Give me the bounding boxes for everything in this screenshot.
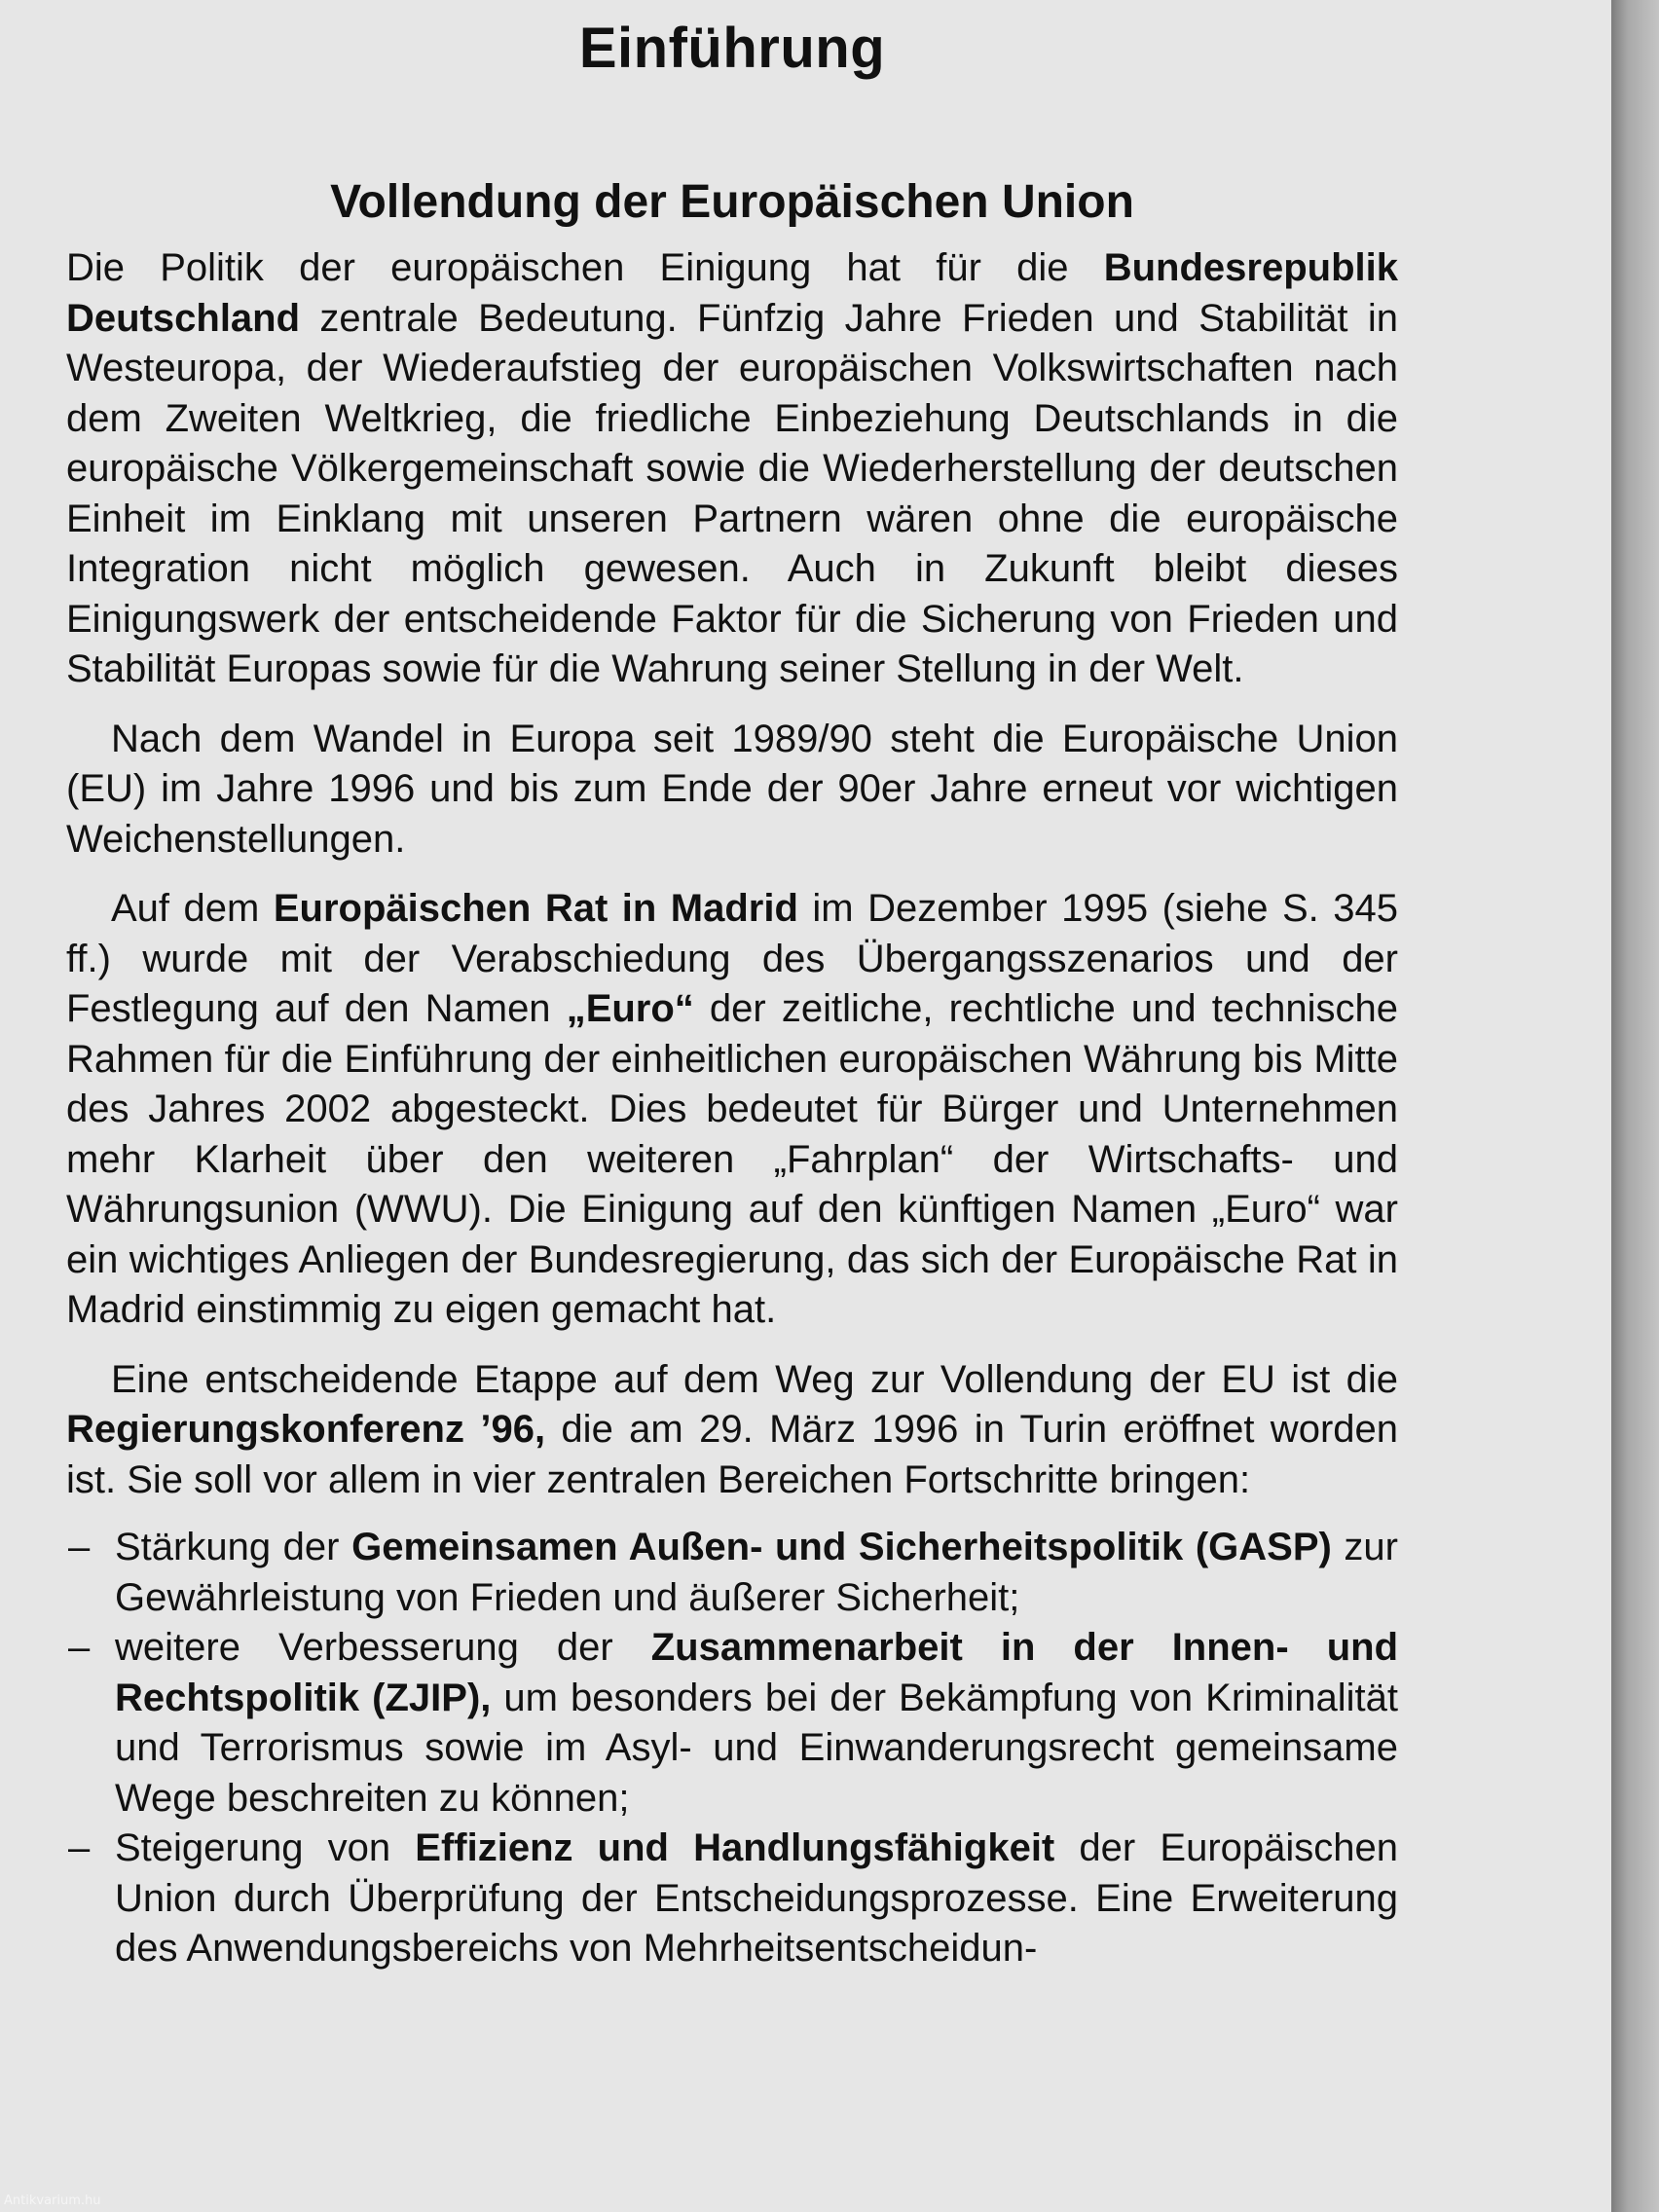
section-title: Vollendung der Europäischen Union [330, 176, 1134, 228]
page-content [66, 14, 1398, 1974]
paragraph-1: Die Politik der europäischen Einigung hat für die Bundesrepublik Deutschland zentrale Bedeutung. Fünfzig Jahre Frieden und Stabilität in Westeuropa, der Wiederaufstieg der europäischen Volkswirtschaften nach dem Zweiten Weltkrieg, die friedliche Einbeziehung Deutschlands in die europäische Völkergemeinschaft sowie die Wiederherstellung der deutschen Einheit im Einklang mit unseren Partnern wären ohne die europäische Integration nicht möglich gewesen. Auch in Zukunft bleibt dieses Einigungswerk der entscheidende Faktor für die Sicherung von Frieden und Stabilität Europas sowie für die Wahrung seiner Stellung in der Welt. [66, 246, 1398, 690]
book-edge-shadow [1611, 0, 1659, 2212]
dash-marker: – [68, 1526, 91, 1568]
list-item: – weitere Verbesserung der Zusammenarbeit in der Innen- und Rechtspolitik (ZJIP), um besonders bei der Bekämpfung von Kriminalität und Terrorismus sowie im Asyl- und Einwanderungsrecht gemeinsame Wege beschreiten zu können; [66, 1623, 1398, 1824]
watermark: Antikvarium.hu [4, 2194, 101, 2208]
paragraph-4: Eine entscheidende Etappe auf dem Weg zur Vollendung der EU ist die Regierungskonferenz ’96, die am 29. März 1996 in Turin eröffnet worden ist. Sie soll vor allem in vier zentralen Bereichen Fortschritte bringen: [66, 1357, 1398, 1501]
chapter-title: Einführung [578, 17, 886, 80]
dash-marker: – [68, 1826, 91, 1869]
paragraph-2: Nach dem Wandel in Europa seit 1989/90 steht die Europäische Union (EU) im Jahre 1996 und bis zum Ende der 90er Jahre erneut vor wichtigen Weichenstellungen. [66, 717, 1398, 861]
dash-marker: – [68, 1626, 91, 1669]
list-item: – Steigerung von Effizienz und Handlungsfähigkeit der Europäischen Union durch Überprüfung der Entscheidungsprozesse. Eine Erweiterung des Anwendungsbereichs von Mehrheitsentscheidun- [66, 1824, 1398, 1974]
list-item: – Stärkung der Gemeinsamen Außen- und Sicherheitspolitik (GASP) zur Gewährleistung von Frieden und äußerer Sicherheit; [66, 1523, 1398, 1623]
paragraph-3: Auf dem Europäischen Rat in Madrid im Dezember 1995 (siehe S. 345 ff.) wurde mit der Verabschiedung des Übergangsszenarios und der Festlegung auf den Namen „Euro“ der zeitliche, rechtliche und technische Rahmen für die Einführung der einheitlichen europäischen Währung bis Mitte des Jahres 2002 abgesteckt. Dies bedeutet für Bürger und Unternehmen mehr Klarheit über den weiteren „Fahrplan“ der Wirtschafts- und Währungsunion (WWU). Die Einigung auf den künftigen Namen „Euro“ war ein wichtiges Anliegen der Bundesregierung, das sich der Europäische Rat in Madrid einstimmig zu eigen gemacht hat. [66, 887, 1399, 1331]
focus-area-list [66, 1523, 1398, 1974]
